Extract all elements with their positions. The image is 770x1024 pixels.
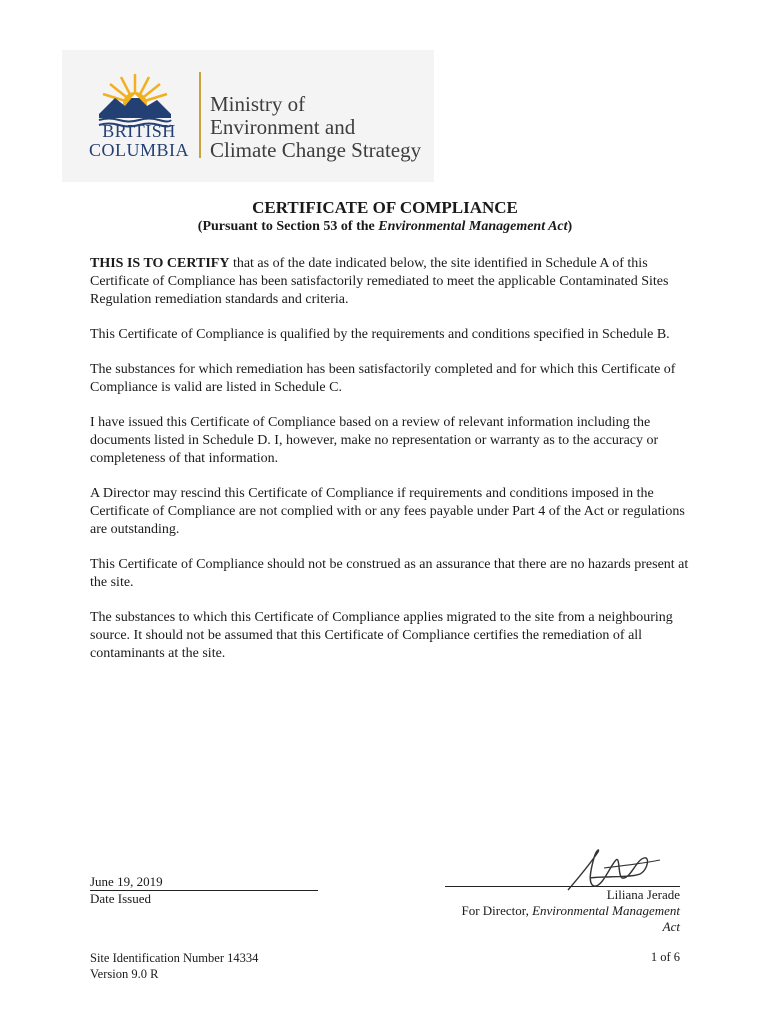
certificate-body xyxy=(90,255,690,680)
bc-wordmark xyxy=(89,122,189,160)
subtitle-prefix: (Pursuant to Section 53 of the xyxy=(197,219,379,234)
signatory-role xyxy=(445,903,680,935)
paragraph-schedule-b: This Certificate of Compliance is qualified by the requirements and conditions specified in Schedule B. xyxy=(90,327,670,342)
date-value: June 19, 2019 xyxy=(90,874,318,891)
ministry-name xyxy=(210,93,421,162)
certify-text: that as of the date indicated below, the site identified in Schedule A of this Certificate of Compliance has been satisfactorily remediated to meet the applicable Contaminated Sites Regulation remediation standards and criteria. xyxy=(90,256,669,307)
paragraph-migrated: The substances to which this Certificate of Compliance applies migrated to the site from a neighbouring source. It should not be assumed that this Certificate of Compliance certifies the remediation of all contaminants at the site. xyxy=(90,610,673,661)
paragraph-schedule-d: I have issued this Certificate of Compliance based on a review of relevant information including the documents listed in Schedule D. I, however, make no representation or warranty as to the accuracy or completeness of that information. xyxy=(90,415,659,466)
document-subtitle xyxy=(0,219,770,235)
subtitle-suffix: ) xyxy=(567,219,573,234)
signatory-role-act: Environmental Management Act xyxy=(532,903,680,934)
signature-block xyxy=(445,846,680,935)
logo-divider xyxy=(199,72,201,158)
page-number: 1 of 6 xyxy=(650,950,680,964)
certify-lead: THIS IS TO CERTIFY xyxy=(90,256,230,271)
ministry-line3: Climate Change Strategy xyxy=(210,138,422,162)
version-number: Version 9.0 R xyxy=(90,967,159,981)
date-label: Date Issued xyxy=(90,891,152,906)
handwritten-signature xyxy=(560,846,670,894)
paragraph-schedule-c: The substances for which remediation has been satisfactorily completed and for which this Certificate of Compliance is valid are listed in Schedule C. xyxy=(90,362,676,395)
paragraph-certify xyxy=(90,255,690,309)
bc-wordmark-line2: COLUMBIA xyxy=(89,140,190,160)
signatory-name: Liliana Jerade xyxy=(606,887,680,902)
site-identification: Site Identification Number 14334 xyxy=(90,951,259,965)
signatory-role-prefix: For Director, xyxy=(461,903,533,918)
ministry-line2: Environment and xyxy=(210,115,356,139)
bc-wordmark-line1: BRITISH xyxy=(102,121,176,141)
footer-left xyxy=(90,950,258,982)
paragraph-hazards: This Certificate of Compliance should not be construed as an assurance that there are no hazards present at the site. xyxy=(90,557,689,590)
subtitle-act: Environmental Management Act xyxy=(378,219,568,234)
ministry-line1: Ministry of xyxy=(210,92,306,116)
paragraph-rescind: A Director may rescind this Certificate of Compliance if requirements and conditions imposed in the Certificate of Compliance are not complied with or any fees payable under Part 4 of the Act or regulations are outstanding. xyxy=(90,486,685,537)
document-title: CERTIFICATE OF COMPLIANCE xyxy=(252,198,518,217)
date-issued-block xyxy=(90,874,318,907)
